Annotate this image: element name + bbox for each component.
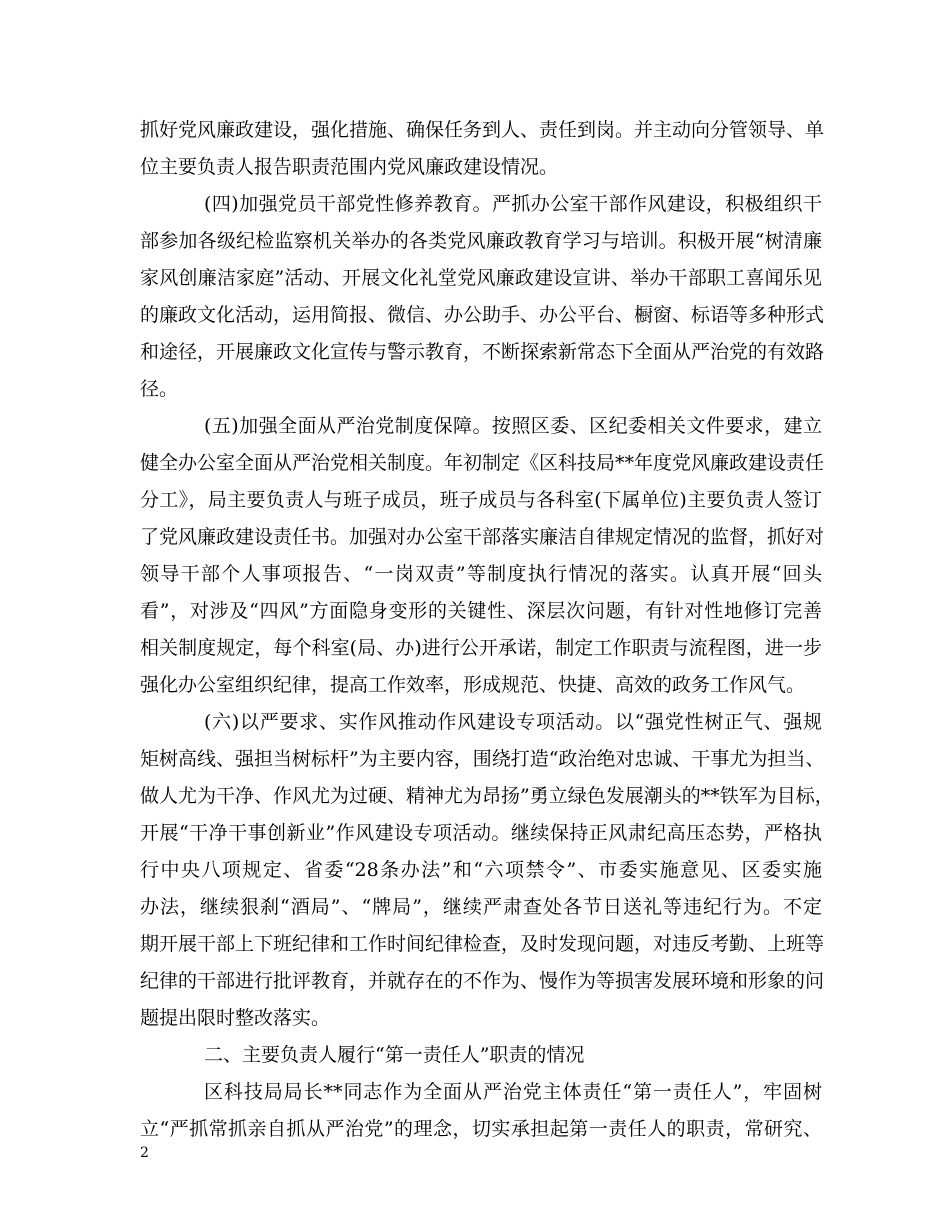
text-line: 家风创廉洁家庭”活动、开展文化礼堂党风廉政建设宣讲、举办干部职工喜闻乐见 [140,267,822,289]
text-line: 纪律的干部进行批评教育，并就存在的不作为、慢作为等损害发展环境和形象的问 [140,970,825,992]
text-line: 位主要负责人报告职责范围内党风廉政建设情况。 [140,156,559,178]
text-line: 看”，对涉及“四风”方面隐身变形的关键性、深层次问题，有针对性地修订完善 [140,600,822,622]
text-line: 部参加各级纪检监察机关举办的各类党风廉政教育学习与培训。积极开展“树清廉 [140,230,822,252]
text-line: 立“严抓常抓亲自抓从严治党”的理念，切实承担起第一责任人的职责，常研究、 [140,1118,822,1140]
text-line: 健全办公室全面从严治党相关制度。年初制定《区科技局**年度党风廉政建设责任 [140,452,825,474]
text-line: 办法，继续狠刹“酒局”、“牌局”，继续严肃查处各节日送礼等违纪行为。不定 [140,896,822,918]
text-line: 开展“干净干事创新业”作风建设专项活动。继续保持正风肃纪高压态势，严格执 [140,822,822,844]
section-heading: 二、主要负责人履行“第一责任人”职责的情况 [204,1044,585,1066]
text-line: 了党风廉政建设责任书。加强对办公室干部落实廉洁自律规定情况的监督，抓好对 [140,526,825,548]
paragraph-start-line: 区科技局局长**同志作为全面从严治党主体责任“第一责任人”，牢固树 [204,1081,822,1103]
body-text [140,112,834,1148]
text-line: 和途径，开展廉政文化宣传与警示教育，不断探索新常态下全面从严治党的有效路 [140,341,825,363]
text-line: 相关制度规定，每个科室(局、办)进行公开承诺，制定工作职责与流程图，进一步 [140,637,822,659]
text-line: 分工》，局主要负责人与班子成员，班子成员与各科室(下属单位)主要负责人签订 [140,489,822,511]
text-line: 题提出限时整改落实。 [140,1007,331,1029]
text-line: 抓好党风廉政建设，强化措施、确保任务到人、责任到岗。并主动向分管领导、单 [140,119,825,141]
text-line: 领导干部个人事项报告、“一岗双责”等制度执行情况的落实。认真开展“回头 [140,563,822,585]
text-line: 行中央八项规定、省委“28条办法”和“六项禁令”、市委实施意见、区委实施 [140,859,822,881]
text-line: 矩树高线、强担当树标杆”为主要内容，围绕打造“政治绝对忠诚、干事尤为担当、 [140,748,825,770]
text-line: 期开展干部上下班纪律和工作时间纪律检查，及时发现问题，对违反考勤、上班等 [140,933,825,955]
text-line: 强化办公室组织纪律，提高工作效率，形成规范、快捷、高效的政务工作风气。 [140,674,806,696]
paragraph-start-line: (五)加强全面从严治党制度保障。按照区委、区纪委相关文件要求，建立 [204,415,822,437]
page-number: 2 [140,1145,149,1161]
text-line: 的廉政文化活动，运用简报、微信、办公助手、办公平台、橱窗、标语等多种形式 [140,304,825,326]
text-line: 径。 [140,378,179,400]
paragraph-start-line: (四)加强党员干部党性修养教育。严抓办公室干部作风建设，积极组织干 [204,193,822,215]
text-line: 做人尤为干净、作风尤为过硬、精神尤为昂扬”勇立绿色发展潮头的**铁军为目标， [140,785,834,807]
paragraph-start-line: (六)以严要求、实作风推动作风建设专项活动。以“强党性树正气、强规 [204,711,822,733]
